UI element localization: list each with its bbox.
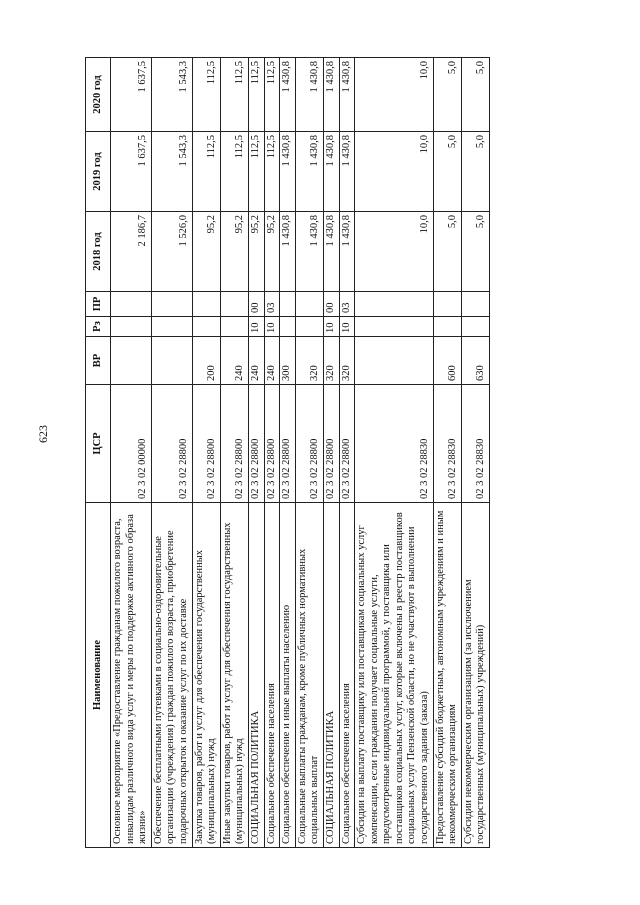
cell-2020: 5,0 <box>461 58 489 132</box>
table-row <box>461 58 489 848</box>
cell-vr <box>355 337 434 385</box>
cell-vr: 200 <box>192 337 220 385</box>
table-row <box>295 58 323 848</box>
cell-csr: 02 3 02 28800 <box>264 385 280 503</box>
cell-name: Предоставление субсидий бюджетным, автономным учреждениям и иным некоммерческим организациям <box>433 503 461 848</box>
col-pr-header: ПР <box>86 292 111 317</box>
cell-2018: 1 430,8 <box>323 212 339 292</box>
cell-pr <box>151 292 192 317</box>
cell-csr: 02 3 02 28800 <box>323 385 339 503</box>
cell-2020: 112,5 <box>192 58 220 132</box>
budget-table-container <box>85 58 568 848</box>
cell-vr: 320 <box>339 337 355 385</box>
cell-csr: 02 3 02 28830 <box>461 385 489 503</box>
header-row <box>86 58 111 848</box>
cell-name: Обеспечение бесплатными путевками в социально-оздоровительные организации (учреждения) граждан пожилого возраста, приобретение подарочных открыток и оказание услуг по их доставке <box>151 503 192 848</box>
cell-2018: 10,0 <box>355 212 434 292</box>
cell-2018: 2 186,7 <box>111 212 152 292</box>
cell-2018: 1 430,8 <box>295 212 323 292</box>
cell-2018: 1 526,0 <box>151 212 192 292</box>
cell-csr: 02 3 02 28800 <box>339 385 355 503</box>
cell-2019: 112,5 <box>248 132 264 212</box>
cell-2020: 1 430,8 <box>295 58 323 132</box>
cell-2018: 5,0 <box>461 212 489 292</box>
cell-vr: 240 <box>248 337 264 385</box>
cell-csr: 02 3 02 28830 <box>355 385 434 503</box>
cell-rz <box>295 317 323 337</box>
cell-2020: 112,5 <box>248 58 264 132</box>
cell-pr <box>280 292 296 317</box>
cell-name: Социальные выплаты гражданам, кроме публичных нормативных социальных выплат <box>295 503 323 848</box>
cell-rz <box>461 317 489 337</box>
cell-2020: 1 430,8 <box>339 58 355 132</box>
cell-rz <box>220 317 248 337</box>
table-row <box>433 58 461 848</box>
table-row <box>220 58 248 848</box>
cell-pr <box>111 292 152 317</box>
table-row <box>323 58 339 848</box>
cell-name: Субсидии некоммерческим организациям (за исключением государственных (муниципальных) учреждений) <box>461 503 489 848</box>
cell-pr <box>220 292 248 317</box>
table-row <box>111 58 152 848</box>
col-vr-header: ВР <box>86 337 111 385</box>
cell-2019: 1 430,8 <box>323 132 339 212</box>
cell-2020: 1 543,3 <box>151 58 192 132</box>
cell-rz <box>151 317 192 337</box>
cell-2020: 10,0 <box>355 58 434 132</box>
cell-csr: 02 3 02 28800 <box>295 385 323 503</box>
cell-rz: 10 <box>264 317 280 337</box>
col-name-header: Наименование <box>86 503 111 848</box>
table-row <box>248 58 264 848</box>
cell-rz <box>355 317 434 337</box>
cell-rz <box>111 317 152 337</box>
page-number: 623 <box>36 425 50 443</box>
col-2020-header: 2020 год <box>86 58 111 132</box>
cell-2019: 1 637,5 <box>111 132 152 212</box>
table-body <box>111 58 490 848</box>
cell-rz <box>433 317 461 337</box>
cell-2020: 112,5 <box>264 58 280 132</box>
cell-name: Закупка товаров, работ и услуг для обеспечения государственных (муниципальных) нужд <box>192 503 220 848</box>
cell-2019: 1 430,8 <box>280 132 296 212</box>
cell-name: Социальное обеспечение и иные выплаты населению <box>280 503 296 848</box>
cell-vr: 630 <box>461 337 489 385</box>
cell-pr <box>355 292 434 317</box>
cell-rz: 10 <box>339 317 355 337</box>
cell-vr <box>151 337 192 385</box>
cell-2020: 1 430,8 <box>323 58 339 132</box>
cell-2019: 1 430,8 <box>295 132 323 212</box>
col-rz-header: Рз <box>86 317 111 337</box>
cell-vr: 300 <box>280 337 296 385</box>
cell-2020: 1 637,5 <box>111 58 152 132</box>
cell-csr: 02 3 02 28800 <box>151 385 192 503</box>
table-row <box>280 58 296 848</box>
cell-csr: 02 3 02 28800 <box>220 385 248 503</box>
cell-2018: 95,2 <box>192 212 220 292</box>
col-2018-header: 2018 год <box>86 212 111 292</box>
cell-2018: 95,2 <box>248 212 264 292</box>
col-csr-header: ЦСР <box>86 385 111 503</box>
cell-2020: 112,5 <box>220 58 248 132</box>
cell-name: Социальное обеспечение населения <box>339 503 355 848</box>
cell-pr <box>295 292 323 317</box>
cell-name: Социальное обеспечение населения <box>264 503 280 848</box>
cell-vr: 600 <box>433 337 461 385</box>
cell-csr: 02 3 02 28800 <box>248 385 264 503</box>
cell-2020: 5,0 <box>433 58 461 132</box>
col-2019-header: 2019 год <box>86 132 111 212</box>
cell-rz <box>280 317 296 337</box>
cell-rz <box>192 317 220 337</box>
cell-2018: 1 430,8 <box>280 212 296 292</box>
cell-2018: 95,2 <box>220 212 248 292</box>
cell-vr: 320 <box>323 337 339 385</box>
cell-pr: 03 <box>339 292 355 317</box>
cell-2019: 5,0 <box>461 132 489 212</box>
cell-csr: 02 3 02 28800 <box>192 385 220 503</box>
cell-2018: 1 430,8 <box>339 212 355 292</box>
cell-2019: 112,5 <box>220 132 248 212</box>
cell-2018: 5,0 <box>433 212 461 292</box>
cell-2019: 112,5 <box>264 132 280 212</box>
cell-name: Иные закупки товаров, работ и услуг для обеспечения государственных (муниципальных) нужд <box>220 503 248 848</box>
cell-csr: 02 3 02 28830 <box>433 385 461 503</box>
table-row <box>264 58 280 848</box>
cell-vr: 320 <box>295 337 323 385</box>
cell-pr: 00 <box>248 292 264 317</box>
cell-vr: 240 <box>264 337 280 385</box>
cell-rz: 10 <box>323 317 339 337</box>
table-row <box>355 58 434 848</box>
cell-vr <box>111 337 152 385</box>
cell-name: Субсидии на выплату поставщику или поставщикам социальных услуг компенсации, если гражданин получает социальные услуги, предусмотренные индивидуальной программой, у поставщика или поставщиков социальных услуг, которые включены в реестр поставщиков социальных услуг Пензенской области, но не участвуют в выполнении государственного задания (заказа) <box>355 503 434 848</box>
cell-pr: 00 <box>323 292 339 317</box>
budget-table <box>85 57 490 848</box>
table-row <box>192 58 220 848</box>
cell-name: СОЦИАЛЬНАЯ ПОЛИТИКА <box>248 503 264 848</box>
cell-rz: 10 <box>248 317 264 337</box>
table-row <box>339 58 355 848</box>
cell-2019: 1 430,8 <box>339 132 355 212</box>
cell-name: Основное мероприятие «Предоставление гражданам пожилого возраста, инвалидам различного вида услуг и меры по поддержке активного образа жизни» <box>111 503 152 848</box>
cell-2019: 112,5 <box>192 132 220 212</box>
cell-pr <box>461 292 489 317</box>
cell-2020: 1 430,8 <box>280 58 296 132</box>
cell-csr: 02 3 02 28800 <box>280 385 296 503</box>
cell-pr: 03 <box>264 292 280 317</box>
cell-2019: 10,0 <box>355 132 434 212</box>
cell-pr <box>433 292 461 317</box>
cell-name: СОЦИАЛЬНАЯ ПОЛИТИКА <box>323 503 339 848</box>
table-row <box>151 58 192 848</box>
cell-csr: 02 3 02 00000 <box>111 385 152 503</box>
cell-2019: 1 543,3 <box>151 132 192 212</box>
cell-2018: 95,2 <box>264 212 280 292</box>
cell-pr <box>192 292 220 317</box>
cell-2019: 5,0 <box>433 132 461 212</box>
cell-vr: 240 <box>220 337 248 385</box>
